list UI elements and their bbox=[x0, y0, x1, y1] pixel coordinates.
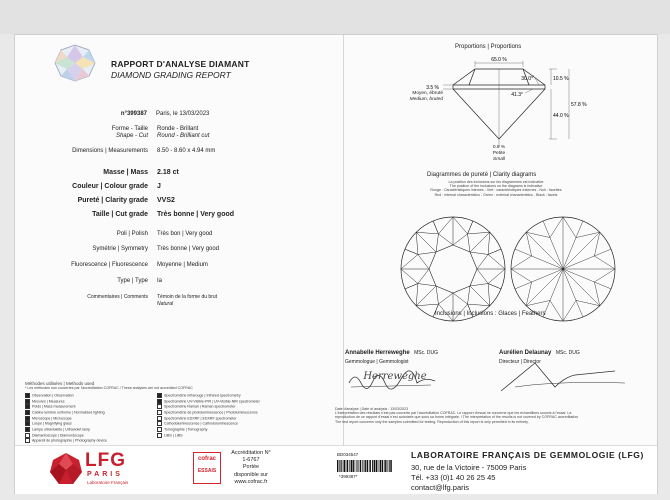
field-fluorescence-label: Fluorescence | Fluorescence bbox=[71, 262, 148, 268]
field-shape-label: Forme - Taille bbox=[111, 126, 148, 132]
field-fluorescence-value: Moyenne | Medium bbox=[157, 262, 208, 268]
cofrac-type: ESSAIS bbox=[197, 468, 217, 474]
method-col2-item bbox=[157, 410, 260, 416]
lab-email[interactable]: contact@lfg.paris bbox=[411, 483, 470, 492]
checkbox-icon bbox=[25, 427, 30, 432]
signature-2-script bbox=[495, 357, 635, 397]
scan-top-band bbox=[0, 0, 670, 34]
girdle-label-en: Medium, bruted bbox=[409, 97, 443, 102]
report-date: Paris, le 13/03/2023 bbox=[156, 111, 210, 117]
method-col1-label: Appareil de photographie | Photography device bbox=[32, 438, 107, 443]
prop-total-depth: 57.8 % bbox=[571, 102, 587, 108]
lfg-city: PARIS bbox=[87, 471, 123, 478]
lfg-gem-logo-icon bbox=[49, 452, 83, 486]
signature-1-script bbox=[345, 357, 441, 393]
footnote-line-3: The test report concerns only the samples submitted for testing. Reproduction of this report is only permitted in its entirety. bbox=[335, 419, 529, 424]
methods-section bbox=[25, 381, 325, 443]
field-clarity bbox=[15, 197, 335, 209]
method-col1-item bbox=[25, 438, 107, 444]
footnote bbox=[335, 407, 649, 424]
diamond-logo-icon bbox=[53, 43, 97, 83]
barcode-icon bbox=[337, 460, 391, 472]
cofrac-logo bbox=[193, 452, 221, 484]
footnote-line-1: L'interprétation des résultats n'est pas couverte par l'accréditation COFRAC. Le rapport d'essai ne concerne que les échantillons soumis à l'essai. La bbox=[335, 411, 572, 416]
checkbox-icon bbox=[157, 433, 162, 438]
checkbox-icon bbox=[157, 410, 162, 415]
field-symmetry-label: Symétrie | Symmetry bbox=[92, 246, 148, 252]
accreditation-scope: Portée bbox=[242, 464, 260, 471]
culet-value: 0.8 % bbox=[492, 145, 506, 150]
field-dimensions-value: 8.50 - 8.60 x 4.94 mm bbox=[157, 148, 216, 154]
method-col1-label: Cabine lumière uniforme | Normalized lighting bbox=[32, 410, 105, 415]
prop-pavilion-angle: 41.3° bbox=[511, 92, 523, 98]
checkbox-icon bbox=[157, 404, 162, 409]
signer-1-name: Annabelle Herreweghe bbox=[345, 350, 410, 356]
cofrac-site-link[interactable]: www.cofrac.fr bbox=[234, 478, 268, 485]
field-mass-value: 2.18 ct bbox=[157, 169, 179, 176]
prop-crown-height: 10.5 % bbox=[553, 76, 569, 82]
grading-report-sheet bbox=[14, 34, 658, 494]
proportions-title: Proportions | Proportions bbox=[455, 44, 522, 50]
signature-1-text: Herreweghe bbox=[363, 371, 427, 382]
checkbox-icon bbox=[25, 399, 30, 404]
field-polish bbox=[15, 231, 335, 243]
field-fluorescence bbox=[15, 262, 335, 274]
footnote-line-2: reproduction de ce rapport d'essai n'est autorisée que sous sa forme intégrale. / The interpretation of the results is not covered by COFRAC accreditation bbox=[335, 415, 579, 420]
method-col2-label: Tomographie | Tomography bbox=[164, 427, 208, 432]
accreditation-available: disponible sur bbox=[234, 471, 268, 478]
field-mass-label: Masse | Mass bbox=[103, 169, 148, 176]
barcode-ref: BD034547 bbox=[337, 452, 359, 457]
field-cut-value: Très bonne | Very good bbox=[157, 211, 235, 218]
checkbox-icon bbox=[25, 416, 30, 421]
method-col2-label: Spectrométrie EDXRF | EDXRF spectrometer bbox=[164, 416, 237, 421]
field-comments-value: Témoin de la forme du brut bbox=[157, 294, 218, 300]
field-polish-value: Très bon | Very good bbox=[157, 231, 213, 237]
field-type bbox=[15, 278, 335, 290]
prop-pavilion-depth: 44.0 % bbox=[553, 113, 569, 119]
clarity-note bbox=[401, 180, 591, 197]
field-colour bbox=[15, 183, 335, 195]
report-number: n°399387 bbox=[120, 111, 147, 117]
signer-2-role: Directeur | Director bbox=[499, 359, 541, 365]
lab-phone: Tél. +33 (0)1 40 26 25 45 bbox=[411, 473, 496, 482]
signer-1-role: Gemmologue | Gemmologist bbox=[345, 359, 409, 365]
method-col1-label: Diamantoscope | Diamondscope bbox=[32, 433, 84, 438]
field-dimensions-label: Dimensions | Measurements bbox=[72, 148, 148, 154]
field-polish-label: Poli | Polish bbox=[116, 231, 148, 237]
field-cut bbox=[15, 211, 335, 223]
methods-col2 bbox=[157, 393, 260, 438]
methods-col1 bbox=[25, 393, 107, 444]
report-title-en: DIAMOND GRADING REPORT bbox=[111, 70, 231, 80]
fold-line bbox=[343, 35, 344, 445]
method-col2-label: LIBS | LIBS bbox=[164, 433, 183, 438]
field-comments-en bbox=[15, 301, 335, 313]
prop-table: 65.0 % bbox=[491, 57, 507, 63]
culet-label-en: Small bbox=[493, 157, 505, 162]
methods-title: Méthodes utilisées | Methods used bbox=[25, 381, 95, 386]
checkbox-icon bbox=[25, 404, 30, 409]
field-clarity-value: VVS2 bbox=[157, 197, 175, 204]
methods-subtitle: * Les méthodes non couvertes par l'accréditation COFRAC / These analyses are not accredited COFRAC bbox=[25, 386, 193, 390]
report-title-fr: RAPPORT D'ANALYSE DIAMANT bbox=[111, 59, 250, 69]
field-shape-label-en: Shape - Cut bbox=[115, 133, 148, 139]
method-col1-label: Observation | Observation bbox=[32, 393, 74, 398]
signer-2-name: Aurélien Delaunay bbox=[499, 350, 552, 356]
field-mass bbox=[15, 169, 335, 181]
method-col1-item bbox=[25, 410, 107, 416]
field-symmetry-value: Très bonne | Very good bbox=[157, 246, 220, 252]
inclusions-text: Inclusions | Inclusions : Glaces | Feathers bbox=[435, 311, 546, 317]
signer-2-suffix: MSc. DUG bbox=[555, 350, 580, 356]
method-col2-label: Spectrométrie Raman | Raman spectrometer bbox=[164, 404, 236, 409]
field-dimensions bbox=[15, 148, 335, 160]
method-col2-label: Cathodoluminescence | Cathodoluminescence bbox=[164, 421, 239, 426]
method-col1-label: Mesures | Measures bbox=[32, 399, 65, 404]
checkbox-icon bbox=[157, 427, 162, 432]
barcode-number: *399387* bbox=[339, 474, 358, 479]
field-shape-en bbox=[15, 133, 335, 145]
girdle-label bbox=[387, 91, 443, 103]
accreditation-label: Accréditation N° bbox=[231, 450, 271, 456]
clarity-note-line-2: The position of the inclusions on the diagrams is indicative bbox=[449, 184, 543, 189]
lab-name: LABORATOIRE FRANÇAIS DE GEMMOLOGIE (LFG) bbox=[411, 450, 644, 460]
footer bbox=[15, 445, 657, 494]
field-cut-label: Taille | Cut grade bbox=[92, 211, 148, 218]
girdle-label-fr: Moyen, ébruté bbox=[412, 91, 443, 96]
field-shape-value: Ronde - Brillant bbox=[157, 126, 199, 132]
field-comments-label: Commentaires | Comments bbox=[87, 294, 148, 300]
footnote-date: Date d'analyse | Date of analysis : 13/03/2023 bbox=[335, 407, 409, 411]
field-colour-value: J bbox=[157, 183, 161, 190]
accreditation-info bbox=[223, 450, 279, 486]
cofrac-brand: cofrac bbox=[197, 456, 216, 462]
clarity-note-line-3: Rouge : Caractéristiques internes - Vert : caractéristiques externes - Noir : facettes bbox=[430, 188, 562, 193]
field-symmetry bbox=[15, 246, 335, 258]
method-col1-label: Poids | Mass measurement bbox=[32, 404, 76, 409]
prop-crown-angle: 30.0° bbox=[521, 76, 533, 82]
clarity-crown-diagram bbox=[397, 213, 509, 325]
clarity-note-line-1: La position des inclusions sur les diagrammes est indicative bbox=[448, 180, 544, 184]
lab-address: 30, rue de la Victoire - 75009 Paris bbox=[411, 463, 527, 472]
clarity-title: Diagrammes de pureté | Clarity diagrams bbox=[427, 172, 537, 178]
checkbox-icon bbox=[25, 410, 30, 415]
field-type-value: Ia bbox=[157, 278, 163, 284]
field-comments-value-en: Natural bbox=[157, 301, 174, 307]
field-type-label: Type | Type bbox=[117, 278, 148, 284]
method-col1-label: Microscope | Microscope bbox=[32, 416, 72, 421]
prop-girdle: 3.5 % bbox=[426, 85, 439, 91]
checkbox-icon bbox=[157, 393, 162, 398]
accreditation-number: 1-6767 bbox=[242, 457, 260, 464]
culet-label-fr: Petite bbox=[492, 151, 506, 156]
culet-label bbox=[481, 145, 517, 163]
method-col2-label: Spectrométrie de photoluminescence | Photoluminescence bbox=[164, 410, 258, 415]
checkbox-icon bbox=[25, 433, 30, 438]
lfg-tagline: Laboratoire Français bbox=[87, 480, 129, 485]
method-col1-label: Loupe | Magnifying glass bbox=[32, 421, 72, 426]
checkbox-icon bbox=[157, 421, 162, 426]
checkbox-icon bbox=[157, 399, 162, 404]
method-col2-item bbox=[157, 433, 260, 439]
checkbox-icon bbox=[25, 438, 30, 443]
checkbox-icon bbox=[157, 416, 162, 421]
method-col1-label: Lampe ultraviolette | Ultraviolet lamp bbox=[32, 427, 91, 432]
field-colour-label: Couleur | Colour grade bbox=[72, 183, 148, 190]
field-clarity-label: Pureté | Clarity grade bbox=[77, 197, 148, 204]
method-col2-label: Spectrométrie infrarouge | Infrared spectrometry bbox=[164, 393, 241, 398]
field-shape-value-en: Round - Brilliant cut bbox=[157, 133, 210, 139]
checkbox-icon bbox=[25, 393, 30, 398]
lfg-brand: LFG bbox=[85, 450, 126, 471]
clarity-pavilion-diagram bbox=[507, 213, 619, 325]
checkbox-icon bbox=[25, 421, 30, 426]
clarity-note-line-4: Red : internal characteristics - Green : external characteristics - Black : facets bbox=[434, 192, 558, 197]
method-col2-label: Spectrométrie UV-Visible-PIR | UV-Visible-NIR spectrometer bbox=[164, 399, 260, 404]
signer-1-suffix: MSc. DUG bbox=[414, 350, 439, 356]
